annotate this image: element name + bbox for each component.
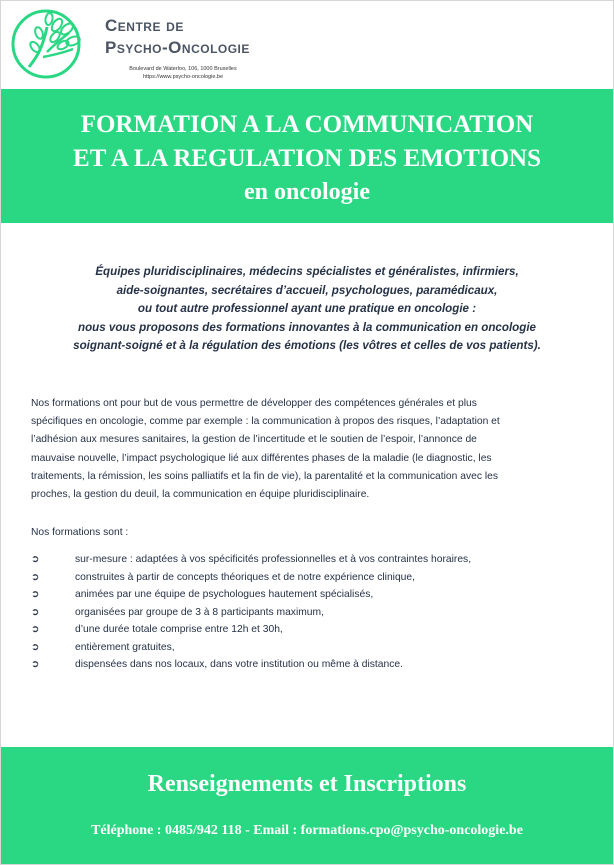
intro-line: aide-soignantes, secrétaires d’accueil, psychologues, paramédicaux, [116, 283, 498, 297]
arrow-right-icon: ➲ [31, 606, 40, 618]
intro-line: soignant-soigné et à la régulation des émotions (les vôtres et celles de vos patients). [73, 339, 541, 352]
list-item-text: sur-mesure : adaptées à vos spécificités professionnelles et à vos contraintes horaires, [75, 554, 472, 565]
footer-band [1, 747, 613, 864]
list-item [31, 569, 591, 587]
paragraph-line: Nos formations ont pour but de vous permettre de développer des compétences générales et plus [31, 398, 477, 409]
organization-website: https://www.psycho-oncologie.be [142, 74, 224, 80]
organization-name [105, 15, 250, 59]
tree-circle-logo-icon [9, 7, 91, 81]
list-item-text: d’une durée totale comprise entre 12h et 30h, [75, 624, 283, 635]
organization-name-line1: Centre de [105, 16, 184, 35]
paragraph-line: proches, la gestion du deuil, la communication en équipe pluridisciplinaire. [31, 489, 370, 501]
list-item [31, 639, 591, 657]
organization-address: Boulevard de Waterloo, 106, 1000 Bruxelles [129, 66, 237, 72]
arrow-right-icon: ➲ [31, 589, 40, 600]
intro-text [21, 263, 593, 356]
title-line1: FORMATION A LA COMMUNICATION [80, 111, 534, 138]
list-item-text: entièrement gratuites, [75, 641, 175, 653]
description-paragraph [31, 395, 583, 504]
list-item [31, 551, 591, 569]
paragraph-line: l’adhésion aux mesures sanitaires, la gestion de l’incertitude et le soutien de l’espoir, l’annonce de [31, 434, 477, 446]
list-item [31, 586, 591, 604]
organization-address-block [123, 65, 243, 81]
list-item-text: animées par une équipe de psychologues hautement spécialisés, [75, 589, 374, 600]
list-item-text: organisées par groupe de 3 à 8 participants maximum, [75, 606, 324, 618]
organization-name-line2: Psycho-Oncologie [105, 38, 250, 57]
title-band [1, 89, 613, 223]
intro-line: Équipes pluridisciplinaires, médecins spécialistes et généralistes, infirmiers, [95, 265, 519, 278]
arrow-right-icon: ➲ [31, 641, 40, 653]
arrow-right-icon: ➲ [31, 624, 40, 635]
formations-list [31, 551, 591, 674]
formations-heading: Nos formations sont : [31, 527, 129, 538]
list-item [31, 656, 591, 674]
arrow-right-icon: ➲ [31, 659, 40, 670]
arrow-right-icon: ➲ [31, 554, 40, 565]
list-item [31, 604, 591, 622]
paragraph-line: spécifiques en oncologie, comme par exemple : la communication à propos des risques, l’adaptation et [31, 416, 500, 428]
list-item-text: construites à partir de concepts théoriques et de notre expérience clinique, [75, 571, 415, 583]
title-line3: en oncologie [244, 179, 370, 205]
paragraph-line: mauvaise nouvelle, l’impact psychologique lié aux différentes phases de la maladie (le diagnostic, les [31, 452, 492, 464]
paragraph-line: traitements, la rémission, les soins palliatifs et la fin de vie), la parentalité et la communication avec les [31, 470, 499, 482]
footer-title: Renseignements et Inscriptions [147, 771, 467, 797]
intro-line: nous vous proposons des formations innovantes à la communication en oncologie [77, 320, 536, 334]
list-item-text: dispensées dans nos locaux, dans votre institution ou même à distance. [75, 659, 403, 670]
title-line2: ET A LA REGULATION DES EMOTIONS [73, 145, 541, 172]
arrow-right-icon: ➲ [31, 571, 40, 583]
header [1, 1, 613, 89]
list-item [31, 621, 591, 639]
footer-contact: Téléphone : 0485/942 118 - Email : formations.cpo@psycho-oncologie.be [91, 823, 523, 838]
intro-line: ou tout autre professionnel ayant une pratique en oncologie : [137, 302, 477, 315]
